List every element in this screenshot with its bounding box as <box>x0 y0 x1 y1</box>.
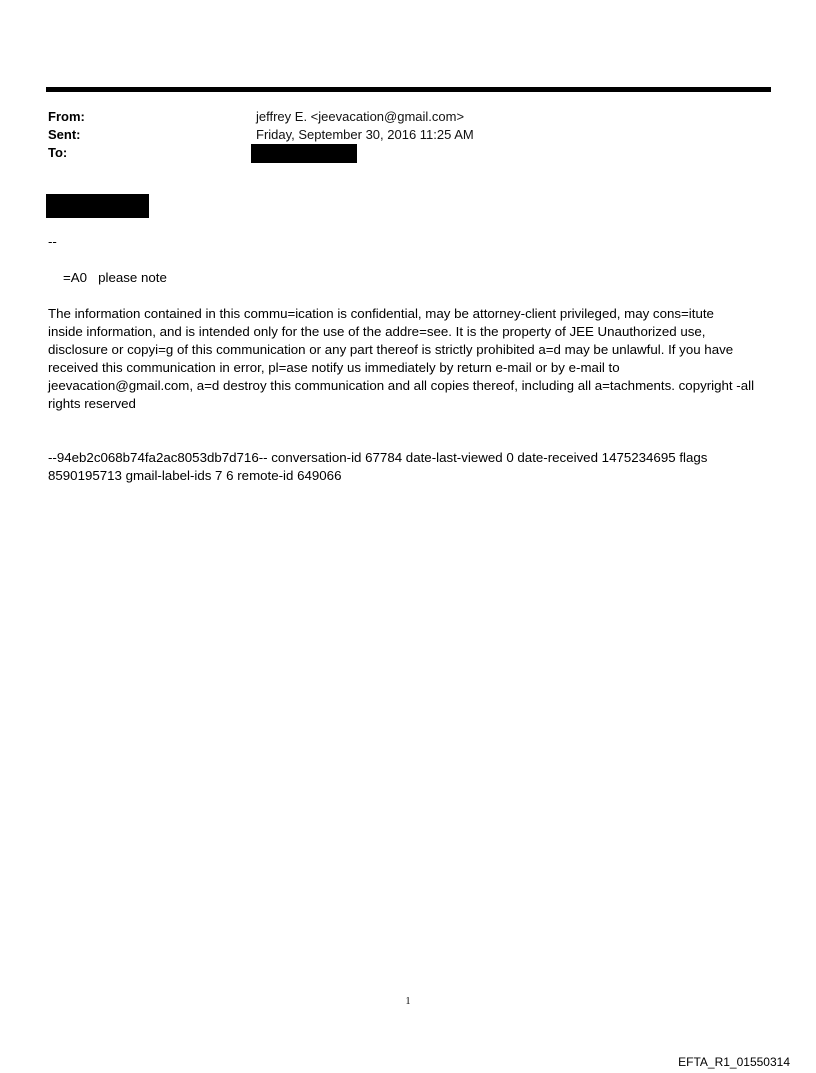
to-label: To: <box>48 145 68 160</box>
from-label: From: <box>48 109 85 124</box>
metadata-line: --94eb2c068b74fa2ac8053db7d716-- conversation-id 67784 date-last-viewed 0 date-received 1475234695 flags <box>48 450 708 465</box>
top-rule <box>46 87 771 92</box>
disclaimer-line: received this communication in error, pl=ase notify us immediately by return e-mail or by e-mail to <box>48 360 620 375</box>
metadata-line: 8590195713 gmail-label-ids 7 6 remote-id 649066 <box>48 468 342 483</box>
signature-dash: -- <box>48 234 57 249</box>
disclaimer-line: disclosure or copyi=g of this communication or any part thereof is strictly prohibited a=d may be unlawful. If you have <box>48 342 734 357</box>
page-number: 1 <box>405 996 411 1007</box>
subject-redaction <box>46 194 149 218</box>
disclaimer-line: jeevacation@gmail.com, a=d destroy this communication and all copies thereof, including all a=tachments. copyright -all <box>48 378 755 393</box>
sent-label: Sent: <box>48 127 81 142</box>
metadata-paragraph <box>48 449 773 485</box>
bates-number: EFTA_R1_01550314 <box>678 1055 790 1069</box>
disclaimer-line: inside information, and is intended only for the use of the addre=see. It is the property of JEE Unauthorized use, <box>48 324 706 339</box>
from-value: jeffrey E. <jeevacation@gmail.com> <box>256 109 465 124</box>
disclaimer-line: rights reserved <box>48 396 136 411</box>
disclaimer-line: The information contained in this commu=ication is confidential, may be attorney-client privileged, may cons=itute <box>48 306 714 321</box>
to-redaction <box>251 144 357 163</box>
sent-value: Friday, September 30, 2016 11:25 AM <box>256 127 474 142</box>
note-line: =A0 please note <box>63 270 167 285</box>
disclaimer-paragraph <box>48 305 773 413</box>
